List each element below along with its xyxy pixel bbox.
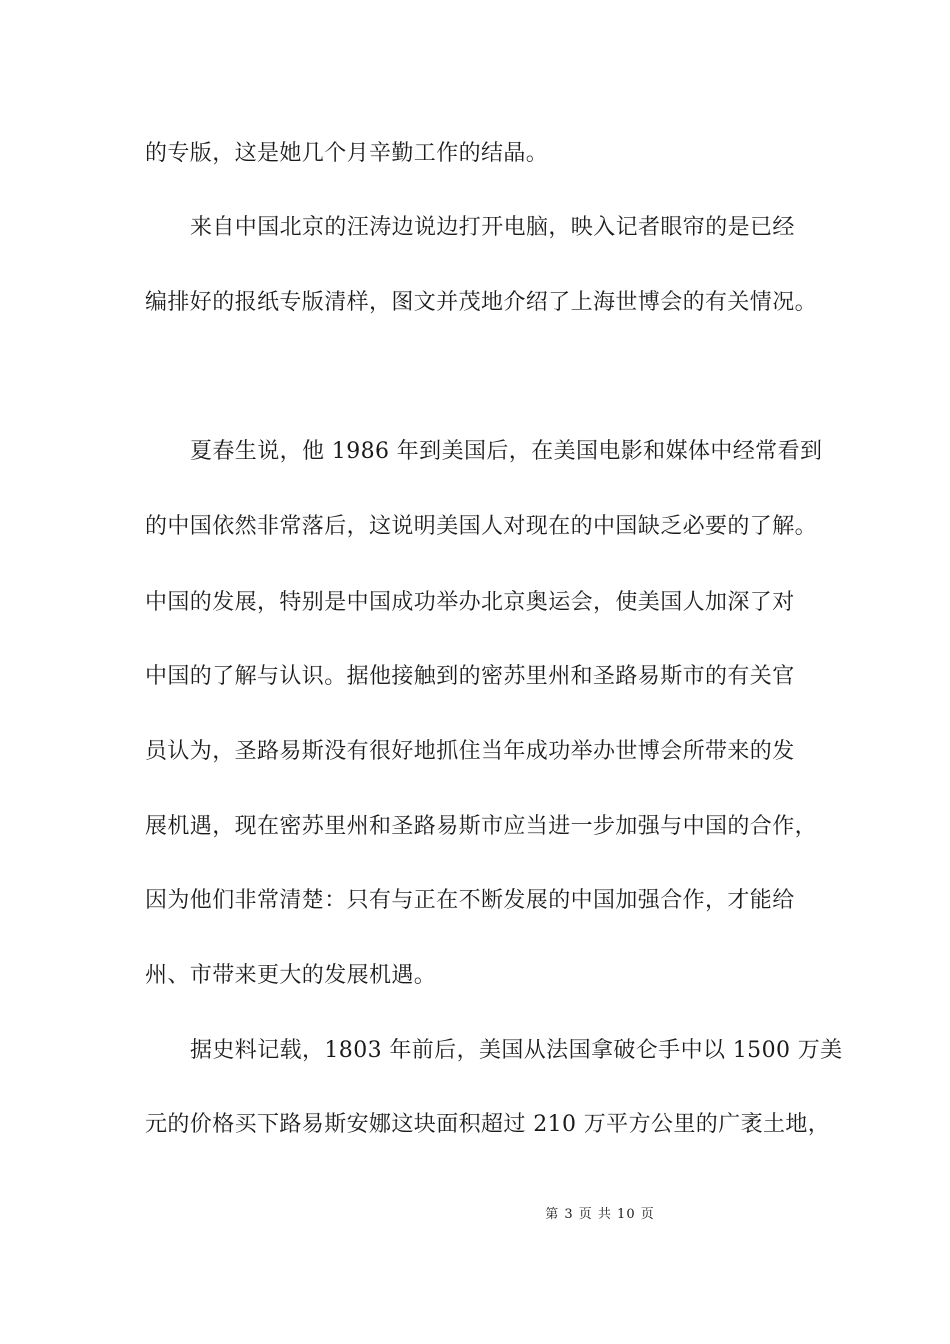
text-line-11: 州、市带来更大的发展机遇。 <box>145 963 437 988</box>
text-line-1: 的专版，这是她几个月辛勤工作的结晶。 <box>145 141 549 166</box>
page-footer <box>0 1206 950 1224</box>
text-line-4: 夏春生说，他 1986 年到美国后，在美国电影和媒体中经常看到 <box>190 439 823 464</box>
text-line-10: 因为他们非常清楚：只有与正在不断发展的中国加强合作，才能给 <box>145 888 795 913</box>
text-line-12: 据史料记载，1803 年前后，美国从法国拿破仑手中以 1500 万美 <box>190 1038 843 1063</box>
text-line-8: 员认为，圣路易斯没有很好地抓住当年成功举办世博会所带来的发 <box>145 739 795 764</box>
text-line-5: 的中国依然非常落后，这说明美国人对现在的中国缺乏必要的了解。 <box>145 514 818 539</box>
text-line-2: 来自中国北京的汪涛边说边打开电脑，映入记者眼帘的是已经 <box>190 215 795 240</box>
text-line-9: 展机遇，现在密苏里州和圣路易斯市应当进一步加强与中国的合作， <box>145 814 818 839</box>
page-number: 第 3 页 共 10 页 <box>545 1207 655 1222</box>
text-line-6: 中国的发展，特别是中国成功举办北京奥运会，使美国人加深了对 <box>145 590 795 615</box>
text-line-3: 编排好的报纸专版清样，图文并茂地介绍了上海世博会的有关情况。 <box>145 290 818 315</box>
text-line-7: 中国的了解与认识。据他接触到的密苏里州和圣路易斯市的有关官 <box>145 664 795 689</box>
text-line-13: 元的价格买下路易斯安娜这块面积超过 210 万平方公里的广袤土地， <box>145 1112 831 1137</box>
